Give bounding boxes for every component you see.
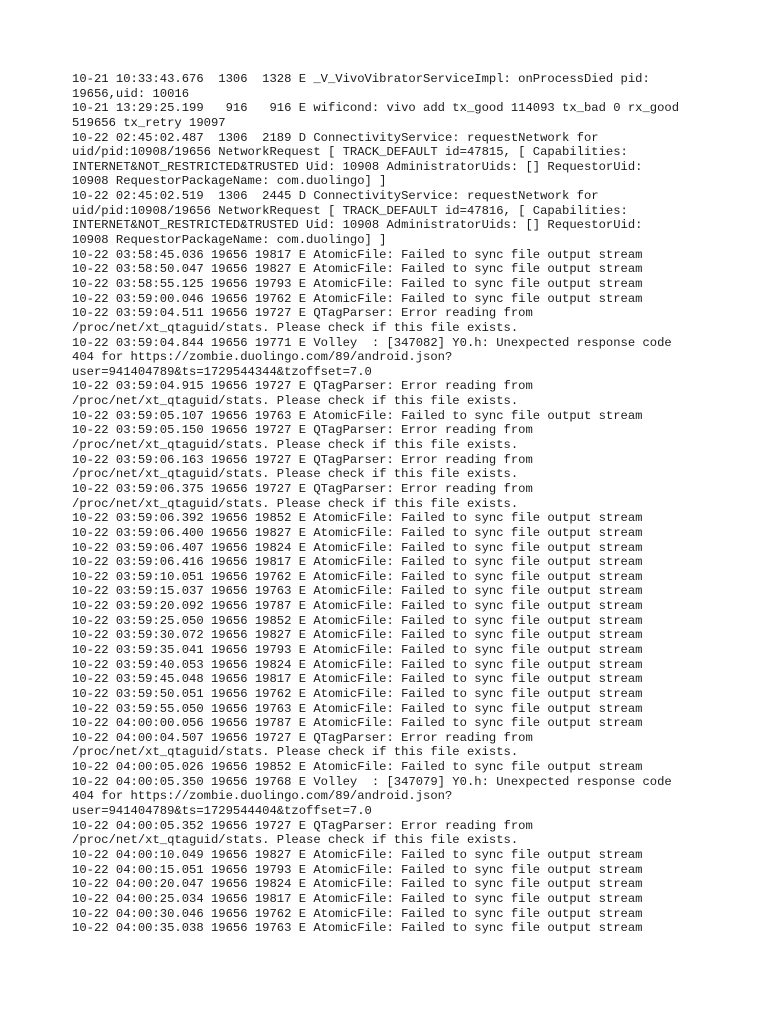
- log-line: 10-21 13:29:25.199 916 916 E wificond: vivo add tx_good 114093 tx_bad 0 rx_good: [72, 101, 680, 116]
- log-line: 10-22 03:59:25.050 19656 19852 E AtomicFile: Failed to sync file output stream: [72, 613, 643, 628]
- log-line: 10-22 04:00:04.507 19656 19727 E QTagParser: Error reading from: [72, 730, 533, 745]
- log-line: 10-22 03:59:06.392 19656 19852 E AtomicFile: Failed to sync file output stream: [72, 511, 643, 526]
- log-line: 10-22 03:59:55.050 19656 19763 E AtomicFile: Failed to sync file output stream: [72, 701, 643, 716]
- log-line: 10-22 04:00:10.049 19656 19827 E AtomicFile: Failed to sync file output stream: [72, 847, 643, 862]
- log-line: 10-22 03:58:50.047 19656 19827 E AtomicFile: Failed to sync file output stream: [72, 262, 643, 277]
- log-line: 10-22 03:59:20.092 19656 19787 E AtomicFile: Failed to sync file output stream: [72, 599, 643, 614]
- log-line: 10-22 03:59:00.046 19656 19762 E AtomicFile: Failed to sync file output stream: [72, 291, 643, 306]
- log-line: /proc/net/xt_qtaguid/stats. Please check if this file exists.: [72, 320, 519, 335]
- log-line: 10-22 03:59:05.107 19656 19763 E AtomicFile: Failed to sync file output stream: [72, 408, 643, 423]
- log-line: /proc/net/xt_qtaguid/stats. Please check if this file exists.: [72, 394, 519, 409]
- log-line: 10-22 04:00:20.047 19656 19824 E AtomicFile: Failed to sync file output stream: [72, 877, 643, 892]
- log-line: 10-22 04:00:05.352 19656 19727 E QTagParser: Error reading from: [72, 818, 533, 833]
- log-line: 10908 RequestorPackageName: com.duolingo] ]: [72, 174, 387, 189]
- log-line: 10-22 03:59:15.037 19656 19763 E AtomicFile: Failed to sync file output stream: [72, 584, 643, 599]
- log-line: INTERNET&NOT_RESTRICTED&TRUSTED Uid: 10908 AdministratorUids: [] RequestorUid:: [72, 218, 643, 233]
- log-line: /proc/net/xt_qtaguid/stats. Please check if this file exists.: [72, 833, 519, 848]
- log-line: 404 for https://zombie.duolingo.com/89/android.json?: [72, 789, 453, 804]
- log-line: 10908 RequestorPackageName: com.duolingo] ]: [72, 233, 387, 248]
- log-line: 404 for https://zombie.duolingo.com/89/android.json?: [72, 350, 453, 365]
- log-line: uid/pid:10908/19656 NetworkRequest [ TRACK_DEFAULT id=47815, [ Capabilities:: [72, 145, 628, 160]
- log-line: 10-22 03:59:06.375 19656 19727 E QTagParser: Error reading from: [72, 481, 533, 496]
- log-line: 10-22 03:59:04.844 19656 19771 E Volley : [347082] Y0.h: Unexpected response code: [72, 335, 672, 350]
- log-line: 10-22 02:45:02.519 1306 2445 D ConnectivityService: requestNetwork for: [72, 189, 599, 204]
- log-line: 10-22 04:00:30.046 19656 19762 E AtomicFile: Failed to sync file output stream: [72, 906, 643, 921]
- log-line: 10-22 03:59:06.400 19656 19827 E AtomicFile: Failed to sync file output stream: [72, 525, 643, 540]
- log-line: 10-22 03:59:04.915 19656 19727 E QTagParser: Error reading from: [72, 379, 533, 394]
- log-line: user=941404789&ts=1729544404&tzoffset=7.0: [72, 804, 372, 819]
- log-line: 10-22 03:59:30.072 19656 19827 E AtomicFile: Failed to sync file output stream: [72, 628, 643, 643]
- log-line: uid/pid:10908/19656 NetworkRequest [ TRACK_DEFAULT id=47816, [ Capabilities:: [72, 203, 628, 218]
- log-line: 19656,uid: 10016: [72, 86, 190, 101]
- log-text-body: [72, 72, 722, 936]
- log-line: 519656 tx_retry 19097: [72, 115, 226, 130]
- log-line: 10-22 04:00:25.034 19656 19817 E AtomicFile: Failed to sync file output stream: [72, 891, 643, 906]
- log-line: 10-22 03:59:04.511 19656 19727 E QTagParser: Error reading from: [72, 306, 533, 321]
- log-line: 10-22 04:00:15.051 19656 19793 E AtomicFile: Failed to sync file output stream: [72, 862, 643, 877]
- log-line: /proc/net/xt_qtaguid/stats. Please check if this file exists.: [72, 438, 519, 453]
- log-line: 10-22 03:58:55.125 19656 19793 E AtomicFile: Failed to sync file output stream: [72, 276, 643, 291]
- log-line: 10-22 03:58:45.036 19656 19817 E AtomicFile: Failed to sync file output stream: [72, 247, 643, 262]
- log-page: [72, 72, 722, 936]
- log-line: 10-22 04:00:35.038 19656 19763 E AtomicFile: Failed to sync file output stream: [72, 921, 643, 936]
- log-line: 10-22 04:00:05.026 19656 19852 E AtomicFile: Failed to sync file output stream: [72, 760, 643, 775]
- log-line: 10-22 03:59:50.051 19656 19762 E AtomicFile: Failed to sync file output stream: [72, 686, 643, 701]
- log-line: 10-22 03:59:35.041 19656 19793 E AtomicFile: Failed to sync file output stream: [72, 642, 643, 657]
- log-line: 10-21 10:33:43.676 1306 1328 E _V_VivoVibratorServiceImpl: onProcessDied pid:: [72, 72, 650, 86]
- log-line: 10-22 03:59:10.051 19656 19762 E AtomicFile: Failed to sync file output stream: [72, 569, 643, 584]
- log-line: 10-22 03:59:06.416 19656 19817 E AtomicFile: Failed to sync file output stream: [72, 555, 643, 570]
- log-line: 10-22 04:00:00.056 19656 19787 E AtomicFile: Failed to sync file output stream: [72, 716, 643, 731]
- log-line: 10-22 03:59:06.407 19656 19824 E AtomicFile: Failed to sync file output stream: [72, 540, 643, 555]
- log-line: 10-22 03:59:45.048 19656 19817 E AtomicFile: Failed to sync file output stream: [72, 672, 643, 687]
- log-line: 10-22 03:59:40.053 19656 19824 E AtomicFile: Failed to sync file output stream: [72, 657, 643, 672]
- log-line: 10-22 04:00:05.350 19656 19768 E Volley : [347079] Y0.h: Unexpected response code: [72, 774, 672, 789]
- log-line: /proc/net/xt_qtaguid/stats. Please check if this file exists.: [72, 496, 519, 511]
- log-line: INTERNET&NOT_RESTRICTED&TRUSTED Uid: 10908 AdministratorUids: [] RequestorUid:: [72, 159, 643, 174]
- log-line: 10-22 03:59:05.150 19656 19727 E QTagParser: Error reading from: [72, 423, 533, 438]
- log-line: /proc/net/xt_qtaguid/stats. Please check if this file exists.: [72, 745, 519, 760]
- log-line: 10-22 02:45:02.487 1306 2189 D ConnectivityService: requestNetwork for: [72, 130, 599, 145]
- log-line: 10-22 03:59:06.163 19656 19727 E QTagParser: Error reading from: [72, 452, 533, 467]
- log-line: /proc/net/xt_qtaguid/stats. Please check if this file exists.: [72, 467, 519, 482]
- log-line: user=941404789&ts=1729544344&tzoffset=7.0: [72, 364, 372, 379]
